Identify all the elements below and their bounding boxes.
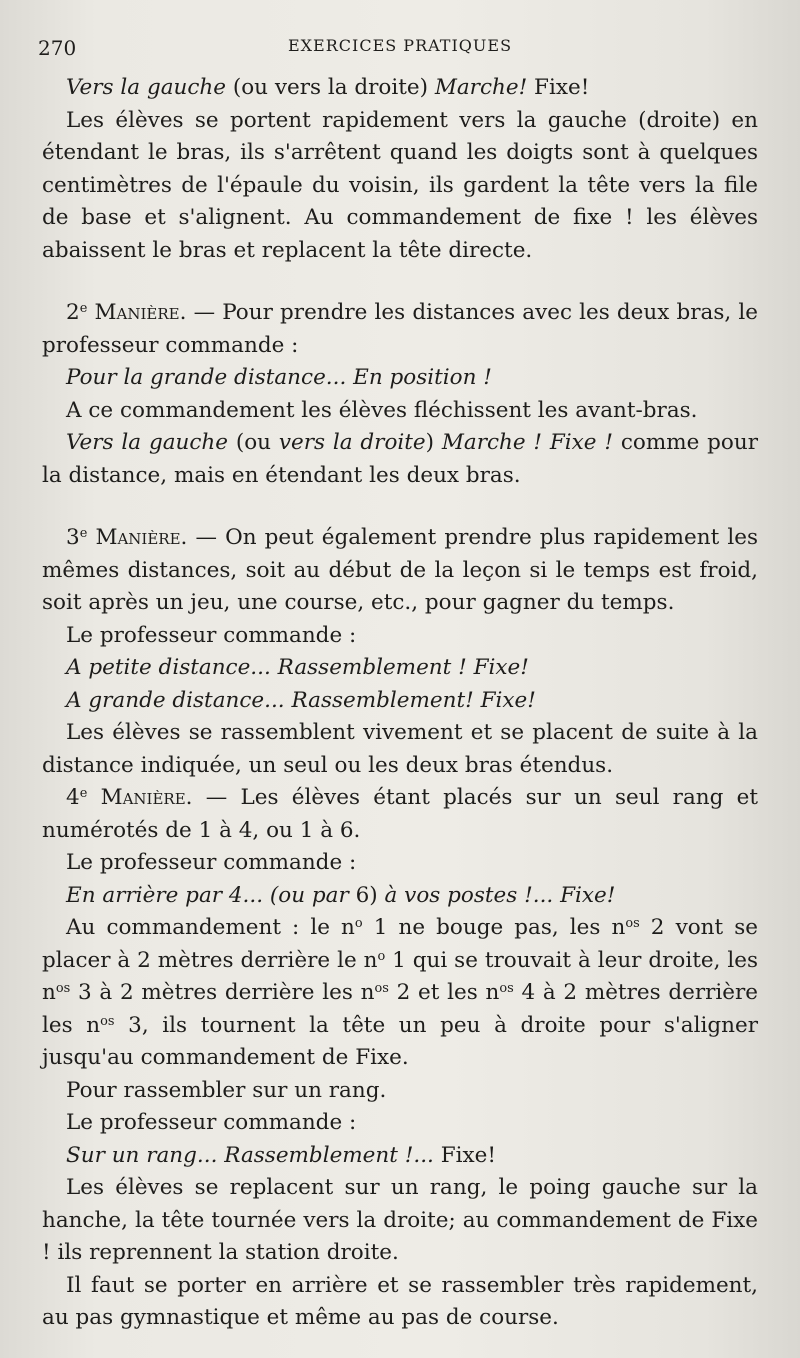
number-abbrev: os: [625, 915, 640, 931]
paragraph-text: — Pour prendre les distances avec les deux bras, le professeur commande :: [42, 300, 758, 358]
number-abbrev: os: [499, 980, 514, 996]
section-number: 2: [66, 300, 80, 325]
paragraph-text: ): [425, 430, 442, 455]
paragraph-text: Au commandement : le n: [66, 915, 355, 940]
paragraph-5: A ce commandement les élèves fléchissent les avant-bras.: [66, 397, 698, 423]
paragraph-text: (ou: [228, 430, 279, 455]
paragraph-text: Fixe!: [527, 75, 590, 100]
paragraph-text: 2 et les n: [388, 980, 500, 1005]
section-gap: [42, 492, 758, 522]
section-label: Manière.: [95, 525, 188, 550]
paragraph-20: Il faut se porter en arrière et se rassembler très rapidement, au pas gymnastique et même au pas de course.: [42, 1272, 758, 1330]
running-title: EXERCICES PRATIQUES: [287, 36, 513, 55]
paragraph-19: Les élèves se replacent sur un rang, le poing gauche sur la hanche, la tête tournée vers la droite; au commandement de Fixe ! ils reprennent la station droite.: [42, 1175, 758, 1265]
paragraph-13: Le professeur commande :: [66, 850, 357, 875]
command-text: En arrière par 4... (: [66, 882, 279, 908]
section-gap: [42, 267, 758, 297]
paragraph-text: 4 à 2 mètres derrière les n: [42, 980, 758, 1038]
paragraph-text: 6): [348, 882, 385, 908]
paragraph-18: [42, 1140, 758, 1173]
ordinal-suffix: e: [79, 525, 88, 541]
paragraph-8: Le professeur commande :: [66, 622, 357, 648]
paragraph-10: A grande distance... Rassemblement! Fixe!: [66, 687, 536, 713]
paragraph-text: 1 qui se trouvait à leur droite, les n: [42, 947, 758, 1005]
paragraph-9: A petite distance... Rassemblement ! Fixe!: [66, 655, 529, 680]
page-number: 270: [38, 36, 77, 60]
page-header: [38, 32, 762, 60]
page-body: [42, 72, 758, 1335]
paragraph-11: Les élèves se rassemblent vivement et se placent de suite à la distance indiquée, un seul ou les deux bras étendus.: [42, 720, 758, 778]
paragraph-7: [42, 522, 758, 620]
paragraph-text: (ou vers la droite): [226, 75, 435, 100]
paragraph-4: Pour la grande distance... En position !: [66, 365, 492, 390]
paragraph-2: Les élèves se portent rapidement vers la gauche (droite) en étendant le bras, ils s'arrêtent quand les doigts sont à quelques centimètres de l'épaule du voisin, ils gardent la tête vers la file de base et s'alignent. Au commandement de fixe ! les élèves abaissent le bras et replacent la tête directe.: [42, 107, 758, 263]
paragraph-3: [42, 297, 758, 362]
paragraph-16: Pour rassembler sur un rang.: [66, 1077, 387, 1103]
number-abbrev: o: [354, 915, 363, 931]
section-label: Manière.: [100, 785, 193, 810]
command-text: vers la droite: [278, 430, 426, 455]
command-text: à vos postes !... Fixe!: [384, 882, 616, 908]
paragraph-text: 2 vont se placer à 2 mètres derrière le n: [42, 915, 758, 973]
paragraph-text: Fixe!: [433, 1142, 496, 1168]
section-number: 4: [66, 785, 80, 810]
command-text: Vers la gauche: [66, 75, 226, 100]
paragraph-text: 3, ils tournent la tête un peu à droite pour s'aligner jusqu'au commandement de Fixe.: [42, 1012, 758, 1070]
paragraph-12: [42, 782, 758, 847]
paragraph-text: — On peut également prendre plus rapidement les mêmes distances, soit au début de la leçon si le temps est froid, soit après un jeu, une course, etc., pour gagner du temps.: [42, 525, 758, 615]
paragraph-14: [42, 880, 758, 913]
paragraph-text: comme pour la distance, mais en étendant les deux bras.: [42, 430, 758, 488]
paragraph-1: [42, 72, 758, 105]
command-text: Marche!: [434, 75, 528, 100]
section-label: Manière.: [94, 300, 187, 325]
paragraph-15: [42, 912, 758, 1075]
paragraph-17: Le professeur commande :: [66, 1110, 357, 1135]
ordinal-suffix: e: [79, 785, 88, 801]
number-abbrev: os: [55, 980, 71, 996]
ordinal-suffix: e: [79, 300, 88, 316]
section-number: 3: [66, 525, 80, 550]
paragraph-6: [42, 427, 758, 492]
command-text: Vers la gauche: [66, 430, 228, 455]
number-abbrev: os: [374, 980, 389, 996]
number-abbrev: o: [377, 948, 386, 964]
paragraph-text: 3 à 2 mètres derrière les n: [70, 980, 375, 1005]
number-abbrev: os: [100, 1013, 115, 1029]
command-text: Sur un rang... Rassemblement !...: [66, 1142, 434, 1168]
paragraph-text: 1 ne bouge pas, les n: [362, 915, 626, 940]
command-text: Marche ! Fixe !: [441, 430, 614, 455]
command-text: ou par: [278, 882, 349, 908]
paragraph-text: — Les élèves étant placés sur un seul rang et numérotés de 1 à 4, ou 1 à 6.: [42, 785, 758, 843]
